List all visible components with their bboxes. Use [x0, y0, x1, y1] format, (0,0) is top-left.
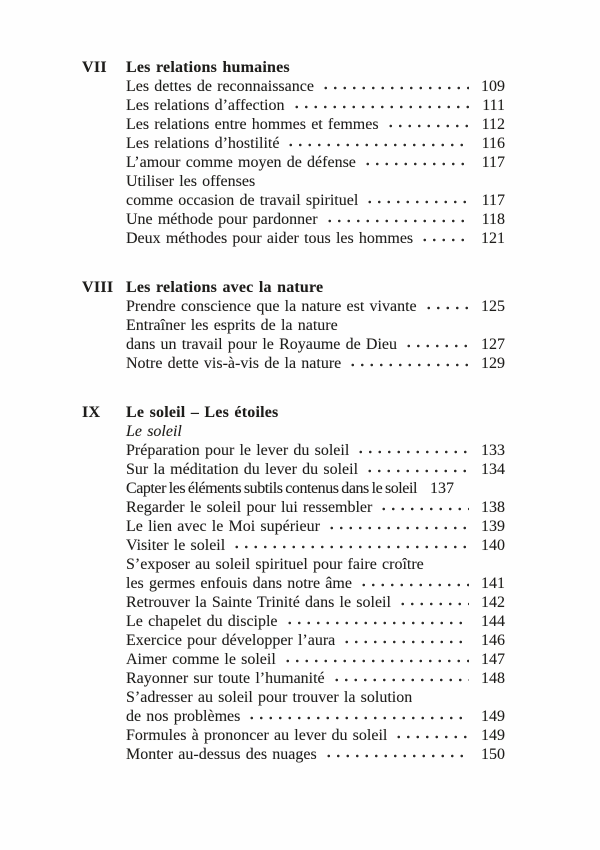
- page-number: 140: [481, 537, 505, 554]
- numeral-spacer: [82, 134, 126, 153]
- toc-entry: [82, 96, 505, 115]
- entry-body: [126, 172, 505, 191]
- entry-body: [126, 555, 505, 574]
- numeral-spacer: [82, 335, 126, 354]
- numeral-spacer: [82, 536, 126, 555]
- entry-body: [126, 479, 505, 498]
- toc-entry: [82, 210, 505, 229]
- dot-leader: [330, 671, 469, 683]
- dot-leader: [346, 356, 469, 368]
- numeral-spacer: [82, 172, 126, 191]
- toc-entry: [82, 335, 505, 354]
- page-number: 148: [481, 670, 505, 687]
- numeral-spacer: [82, 574, 126, 593]
- entry-text: Prendre conscience que la nature est vivante: [126, 298, 417, 315]
- numeral-spacer: [82, 593, 126, 612]
- entry-text: Les relations d’hostilité: [126, 135, 280, 152]
- page-number: 129: [481, 355, 505, 372]
- entry-text: Le lien avec le Moi supérieur: [126, 518, 320, 535]
- page-number: 116: [481, 135, 505, 152]
- page-number: 142: [481, 594, 505, 611]
- section-title: Le soleil – Les étoiles: [126, 404, 279, 421]
- toc-entry: [82, 745, 505, 764]
- toc-entry: [82, 115, 505, 134]
- section-heading: [82, 58, 505, 77]
- dot-leader: [281, 652, 469, 664]
- toc-entry: [82, 593, 505, 612]
- page-number: 137: [429, 480, 454, 497]
- entry-text: Formules à prononcer au lever du soleil: [126, 727, 388, 744]
- toc-entry: [82, 134, 505, 153]
- entry-body: [126, 460, 505, 479]
- numeral-spacer: [82, 210, 126, 229]
- dot-leader: [230, 538, 469, 550]
- numeral-spacer: [82, 745, 126, 764]
- numeral-spacer: [82, 631, 126, 650]
- dot-leader: [384, 117, 469, 129]
- toc-entry: [82, 172, 505, 191]
- entry-body: [126, 297, 505, 316]
- numeral-spacer: [82, 153, 126, 172]
- entry-body: [126, 354, 505, 373]
- section-numeral: VIII: [82, 279, 114, 296]
- numeral-spacer: [82, 316, 126, 335]
- page-number: 109: [481, 78, 505, 95]
- page-number: 111: [482, 97, 505, 114]
- section-title: Les relations avec la nature: [126, 279, 324, 296]
- page-number: 150: [481, 746, 505, 763]
- toc-entry: [82, 153, 505, 172]
- toc-section-vii: [82, 58, 505, 248]
- section-heading: [82, 278, 505, 297]
- dot-leader: [354, 443, 469, 455]
- section-heading: [82, 403, 505, 422]
- section-numeral: IX: [82, 404, 101, 421]
- numeral-spacer: [82, 460, 126, 479]
- entry-text: Aimer comme le soleil: [126, 651, 276, 668]
- entry-body: [126, 517, 505, 536]
- entry-text: Les relations d’affection: [126, 97, 285, 114]
- dot-leader: [340, 633, 469, 645]
- entry-body: [126, 688, 505, 707]
- dot-leader: [322, 747, 469, 759]
- page-number: 112: [481, 116, 505, 133]
- dot-leader: [323, 212, 469, 224]
- toc-entry: [82, 631, 505, 650]
- entry-body: [126, 593, 505, 612]
- dot-leader: [283, 614, 469, 626]
- entry-body: [126, 726, 505, 745]
- numeral-spacer: [82, 669, 126, 688]
- dot-leader: [396, 595, 469, 607]
- dot-leader: [357, 576, 469, 588]
- numeral-spacer: [82, 229, 126, 248]
- entry-text: S’exposer au soleil spirituel pour faire croître: [126, 556, 424, 573]
- page-number: 138: [481, 499, 505, 516]
- entry-body: [126, 536, 505, 555]
- entry-text: Les dettes de reconnaissance: [126, 78, 314, 95]
- entry-text: L’amour comme moyen de défense: [126, 154, 356, 171]
- dot-leader: [417, 481, 420, 493]
- dot-leader: [325, 519, 469, 531]
- toc-entry: [82, 536, 505, 555]
- entry-text: Une méthode pour pardonner: [126, 211, 318, 228]
- page-number: 147: [481, 651, 505, 668]
- page-number: 149: [481, 727, 505, 744]
- page-number: 133: [481, 442, 505, 459]
- page-number: 118: [481, 211, 505, 228]
- entry-body: [126, 210, 505, 229]
- toc-entry: [82, 316, 505, 335]
- numeral-spacer: [82, 650, 126, 669]
- dot-leader: [422, 299, 469, 311]
- entry-body: [126, 650, 505, 669]
- toc-entry: [82, 669, 505, 688]
- page-number: 141: [481, 575, 505, 592]
- section-subtitle-line: [82, 422, 505, 441]
- numeral-spacer: [82, 77, 126, 96]
- page-number: 144: [481, 613, 505, 630]
- entry-text: Notre dette vis-à-vis de la nature: [126, 355, 342, 372]
- entry-body: [126, 229, 505, 248]
- entry-text: Exercice pour développer l’aura: [126, 632, 336, 649]
- entry-text: les germes enfouis dans notre âme: [126, 575, 352, 592]
- entry-text: Visiter le soleil: [126, 537, 226, 554]
- entry-text: Deux méthodes pour aider tous les hommes: [126, 230, 414, 247]
- toc-entry: [82, 707, 505, 726]
- entry-body: [126, 335, 505, 354]
- dot-leader: [377, 500, 469, 512]
- entry-body: [126, 498, 505, 517]
- section-numeral: VII: [82, 59, 107, 76]
- numeral-spacer: [82, 422, 126, 441]
- toc-section-viii: [82, 278, 505, 373]
- numeral-spacer: [82, 96, 126, 115]
- entry-body: [126, 191, 505, 210]
- page-number: 139: [481, 518, 505, 535]
- dot-leader: [245, 709, 469, 721]
- numeral-spacer: [82, 479, 126, 498]
- section-subtitle: Le soleil: [126, 423, 182, 440]
- dot-leader: [418, 231, 469, 243]
- numeral-spacer: [82, 555, 126, 574]
- entry-text: Retrouver la Sainte Trinité dans le soleil: [126, 594, 391, 611]
- page-number: 127: [481, 336, 505, 353]
- dot-leader: [392, 728, 469, 740]
- toc-section-ix: [82, 403, 505, 764]
- entry-text: Sur la méditation du lever du soleil: [126, 461, 359, 478]
- numeral-spacer: [82, 115, 126, 134]
- entry-body: [126, 134, 505, 153]
- toc-entry: [82, 77, 505, 96]
- entry-body: [126, 574, 505, 593]
- entry-text: S’adresser au soleil pour trouver la solution: [126, 689, 413, 706]
- toc-entry: [82, 650, 505, 669]
- numeral-spacer: [82, 612, 126, 631]
- numeral-spacer: [82, 297, 126, 316]
- page-number: 134: [481, 461, 505, 478]
- toc-entry: [82, 574, 505, 593]
- entry-text: Les relations entre hommes et femmes: [126, 116, 379, 133]
- page-number: 117: [481, 154, 505, 171]
- entry-text: Capter les éléments subtils contenus dans le soleil: [126, 480, 417, 497]
- toc-entry: [82, 191, 505, 210]
- toc-entry: [82, 354, 505, 373]
- numeral-spacer: [82, 498, 126, 517]
- numeral-spacer: [82, 688, 126, 707]
- numeral-spacer: [82, 354, 126, 373]
- toc-entry: [82, 479, 505, 498]
- toc-entry: [82, 460, 505, 479]
- toc-entry: [82, 441, 505, 460]
- numeral-spacer: [82, 726, 126, 745]
- entry-text: Le chapelet du disciple: [126, 613, 278, 630]
- toc-entry: [82, 688, 505, 707]
- numeral-spacer: [82, 707, 126, 726]
- page-number: 149: [481, 708, 505, 725]
- dot-leader: [284, 136, 469, 148]
- entry-body: [126, 77, 505, 96]
- page-number: 125: [481, 298, 505, 315]
- entry-text: Entraîner les esprits de la nature: [126, 317, 338, 334]
- toc-entry: [82, 612, 505, 631]
- entry-body: [126, 612, 505, 631]
- section-title: Les relations humaines: [126, 59, 290, 76]
- entry-body: [126, 115, 505, 134]
- entry-text: comme occasion de travail spirituel: [126, 192, 359, 209]
- toc-entry: [82, 555, 505, 574]
- entry-body: [126, 631, 505, 650]
- entry-text: dans un travail pour le Royaume de Dieu: [126, 336, 397, 353]
- dot-leader: [361, 155, 469, 167]
- entry-body: [126, 669, 505, 688]
- page-number: 121: [481, 230, 505, 247]
- dot-leader: [402, 337, 469, 349]
- entry-text: Monter au-dessus des nuages: [126, 746, 317, 763]
- numeral-spacer: [82, 517, 126, 536]
- entry-body: [126, 441, 505, 460]
- toc-entry: [82, 229, 505, 248]
- toc: [82, 58, 505, 764]
- entry-body: [126, 316, 505, 335]
- dot-leader: [319, 79, 469, 91]
- entry-body: [126, 153, 505, 172]
- toc-entry: [82, 297, 505, 316]
- entry-body: [126, 745, 505, 764]
- entry-body: [126, 96, 505, 115]
- toc-entry: [82, 726, 505, 745]
- entry-text: de nos problèmes: [126, 708, 241, 725]
- dot-leader: [363, 193, 469, 205]
- entry-text: Utiliser les offenses: [126, 173, 256, 190]
- dot-leader: [363, 462, 469, 474]
- dot-leader: [290, 98, 470, 110]
- numeral-spacer: [82, 441, 126, 460]
- entry-body: [126, 707, 505, 726]
- entry-text: Regarder le soleil pour lui ressembler: [126, 499, 373, 516]
- entry-text: Préparation pour le lever du soleil: [126, 442, 350, 459]
- entry-text: Rayonner sur toute l’humanité: [126, 670, 325, 687]
- page-number: 146: [481, 632, 505, 649]
- page-number: 117: [481, 192, 505, 209]
- toc-entry: [82, 517, 505, 536]
- numeral-spacer: [82, 191, 126, 210]
- toc-entry: [82, 498, 505, 517]
